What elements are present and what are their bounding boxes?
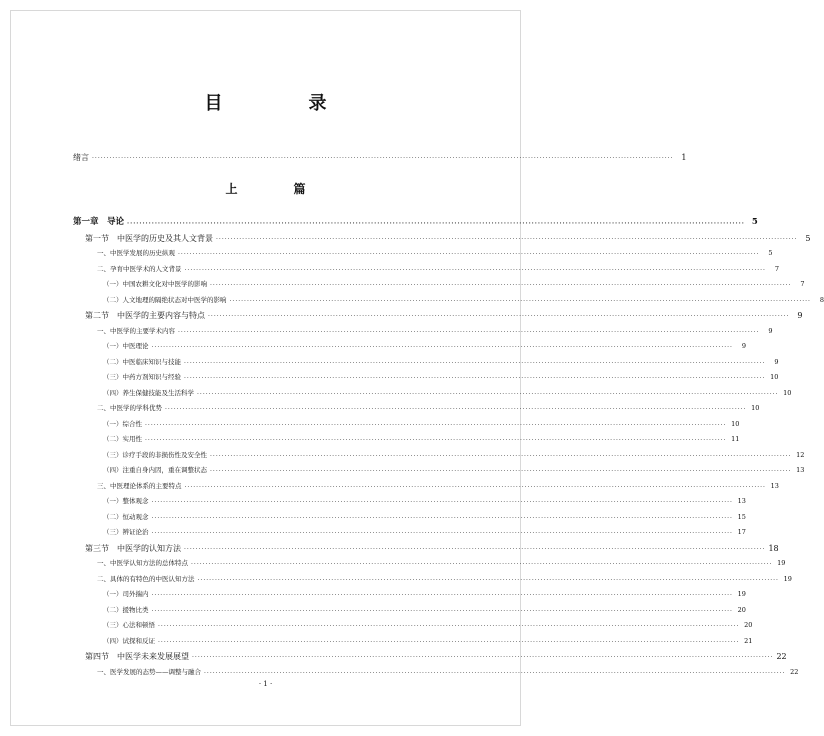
- leader-dots: ········································································································································································································: [151, 530, 733, 537]
- toc-entry-label: （三）心法和顿悟: [103, 621, 155, 629]
- toc-entry-label: （一）整体观念: [103, 497, 149, 505]
- toc-entry-label: （三）中药方剂知识与经验: [103, 373, 181, 381]
- toc-entry-label: 二、具体的有特色的中医认知方法: [97, 575, 195, 583]
- toc-entry-label: （一）中国农耕文化对中医学的影响: [103, 280, 207, 288]
- leader-dots: ········································································································································································································: [184, 484, 766, 491]
- leader-dots: ········································································································································································································: [210, 453, 792, 460]
- toc-entry-page: 7: [800, 280, 805, 288]
- toc-entry-label: （一）综合性: [103, 420, 142, 428]
- toc-entry-page: 8: [819, 296, 824, 304]
- toc-entry-page: 19: [783, 575, 792, 583]
- toc-entry-page: 10: [783, 389, 792, 397]
- toc-entry-page: 10: [751, 404, 760, 412]
- toc-entry[interactable]: [97, 558, 786, 569]
- leader-dots: ········································································································································································································: [216, 236, 798, 243]
- leader-dots: ········································································································································································································: [127, 220, 745, 227]
- toc-entry-page: 19: [737, 590, 746, 598]
- toc-entry[interactable]: [73, 217, 758, 228]
- toc-entry[interactable]: [103, 295, 824, 306]
- toc-entry[interactable]: [97, 403, 760, 414]
- leader-dots: ········································································································································································································: [184, 375, 766, 382]
- toc-entry-page: 5: [751, 217, 758, 227]
- leader-dots: ········································································································································································································: [151, 515, 733, 522]
- leader-dots: ········································································································································································································: [208, 313, 790, 320]
- toc-entry-label: （三）诊疗手段的非损伤性及安全性: [103, 451, 207, 459]
- toc-entry[interactable]: [103, 419, 740, 430]
- leader-dots: ········································································································································································································: [151, 608, 733, 615]
- leader-dots: ········································································································································································································: [192, 654, 774, 661]
- toc-entry-label: （四）试探和反证: [103, 637, 155, 645]
- toc-entry-label: （一）司外揣内: [103, 590, 149, 598]
- toc-entry[interactable]: [103, 589, 746, 600]
- toc-entry[interactable]: [85, 543, 779, 554]
- leader-dots: ········································································································································································································: [229, 298, 811, 305]
- toc-entry-page: 18: [768, 544, 779, 553]
- toc-entry-page: 10: [731, 420, 740, 428]
- toc-entry[interactable]: [85, 310, 803, 321]
- toc-entry-label: （二）中医临床知识与技能: [103, 358, 181, 366]
- toc-entry-page: 20: [744, 621, 753, 629]
- leader-dots: ········································································································································································································: [184, 546, 766, 553]
- toc-entry-label: 一、中医学发展的历史纵观: [97, 249, 175, 257]
- toc-intro-label: 绪言: [73, 153, 89, 162]
- leader-dots: ········································································································································································································: [165, 406, 747, 413]
- toc-entry-page: 12: [796, 451, 805, 459]
- leader-dots: ········································································································································································································: [158, 623, 740, 630]
- toc-entry[interactable]: [97, 481, 779, 492]
- page-number-footer: · 1 ·: [258, 680, 273, 688]
- leader-dots: ········································································································································································································: [151, 592, 733, 599]
- toc-entry[interactable]: [103, 341, 746, 352]
- toc-entry-label: 二、孕育中医学术的人文背景: [97, 265, 182, 273]
- leader-dots: ········································································································································································································: [184, 267, 766, 274]
- toc-entry-label: 一、中医学的主要学术内容: [97, 327, 175, 335]
- toc-entry[interactable]: [97, 248, 773, 259]
- toc-entry[interactable]: [97, 264, 779, 275]
- toc-entry-page: 11: [731, 435, 740, 443]
- toc-entry-label: （二）援物比类: [103, 606, 149, 614]
- toc-entry[interactable]: [103, 372, 779, 383]
- leader-dots: ········································································································································································································: [92, 155, 674, 162]
- toc-entry-page: 5: [805, 234, 811, 243]
- toc-entry-page: 22: [790, 668, 799, 676]
- toc-entry-page: 17: [737, 528, 746, 536]
- toc-entry-label: 一、医学发展的态势——调整与融合: [97, 668, 201, 676]
- toc-entry-label: （二）实用性: [103, 435, 142, 443]
- toc-entry[interactable]: [103, 527, 746, 538]
- toc-entry-page: 5: [768, 249, 773, 257]
- toc-entry-label: （三）辨证论治: [103, 528, 149, 536]
- toc-entry-label: （一）中医理论: [103, 342, 149, 350]
- toc-entry-label: 第二节 中医学的主要内容与特点: [85, 311, 205, 320]
- toc-entry-page: 13: [770, 482, 779, 490]
- leader-dots: ········································································································································································································: [197, 391, 779, 398]
- toc-entry-page: 20: [737, 606, 746, 614]
- toc-entry[interactable]: [103, 620, 753, 631]
- leader-dots: ········································································································································································································: [178, 329, 760, 336]
- toc-entry-label: 三、中医理论体系的主要特点: [97, 482, 182, 490]
- toc-entry-label: （二）人文地理的隔绝状态对中医学的影响: [103, 296, 227, 304]
- toc-entry[interactable]: [103, 388, 792, 399]
- toc-entry-page: 9: [768, 327, 773, 335]
- leader-dots: ········································································································································································································: [145, 422, 727, 429]
- part-heading: 上 篇: [225, 182, 328, 196]
- toc-entry-label: 第三节 中医学的认知方法: [85, 544, 181, 553]
- toc-entry-label: 第一章 导论: [73, 217, 125, 227]
- toc-entry-page: 9: [797, 311, 803, 320]
- toc-entry-page: 19: [777, 559, 786, 567]
- toc-entry-page: 13: [737, 497, 746, 505]
- toc-entry[interactable]: [103, 512, 746, 523]
- toc-entry[interactable]: [97, 574, 792, 585]
- toc-entry-label: 第一节 中医学的历史及其人文背景: [85, 234, 213, 243]
- toc-entry-page: 9: [741, 342, 746, 350]
- toc-entry-page: 15: [737, 513, 746, 521]
- toc-entry[interactable]: [97, 667, 799, 678]
- leader-dots: ········································································································································································································: [204, 670, 786, 677]
- leader-dots: ········································································································································································································: [210, 468, 792, 475]
- leader-dots: ········································································································································································································: [197, 577, 779, 584]
- toc-intro[interactable]: [73, 152, 687, 163]
- toc-entry[interactable]: [103, 450, 805, 461]
- toc-entry-page: 10: [770, 373, 779, 381]
- leader-dots: ········································································································································································································: [145, 437, 727, 444]
- page-border: [10, 10, 521, 726]
- toc-entry-page: 21: [744, 637, 753, 645]
- leader-dots: ········································································································································································································: [151, 344, 733, 351]
- toc-entry[interactable]: [103, 357, 779, 368]
- leader-dots: ········································································································································································································: [151, 499, 733, 506]
- toc-entry-label: （二）恒动观念: [103, 513, 149, 521]
- toc-entry[interactable]: [103, 636, 753, 647]
- toc-entry-label: 第四节 中医学未来发展展望: [85, 652, 189, 661]
- leader-dots: ········································································································································································································: [191, 561, 773, 568]
- toc-entry[interactable]: [103, 605, 746, 616]
- toc-entry-page: 13: [796, 466, 805, 474]
- toc-entry[interactable]: [85, 651, 787, 662]
- leader-dots: ········································································································································································································: [184, 360, 766, 367]
- toc-entry-label: （四）注重自身内因，重在调整状态: [103, 466, 207, 474]
- toc-entry-label: 一、中医学认知方法的总体特点: [97, 559, 188, 567]
- toc-entry[interactable]: [85, 233, 811, 244]
- toc-entry-page: 7: [774, 265, 779, 273]
- leader-dots: ········································································································································································································: [178, 251, 760, 258]
- toc-entry[interactable]: [103, 279, 805, 290]
- toc-entry[interactable]: [103, 465, 805, 476]
- toc-entry[interactable]: [103, 434, 740, 445]
- page-title: 目 录: [204, 93, 361, 114]
- toc-entry-label: 二、中医学的学科优势: [97, 404, 162, 412]
- toc-entry-page: 9: [774, 358, 779, 366]
- toc-entry-page: 22: [776, 652, 787, 661]
- toc-entry[interactable]: [103, 496, 746, 507]
- leader-dots: ········································································································································································································: [210, 282, 792, 289]
- toc-intro-page: 1: [681, 153, 687, 162]
- leader-dots: ········································································································································································································: [158, 639, 740, 646]
- toc-entry-label: （四）养生保健技能及生活科学: [103, 389, 194, 397]
- toc-entry[interactable]: [97, 326, 773, 337]
